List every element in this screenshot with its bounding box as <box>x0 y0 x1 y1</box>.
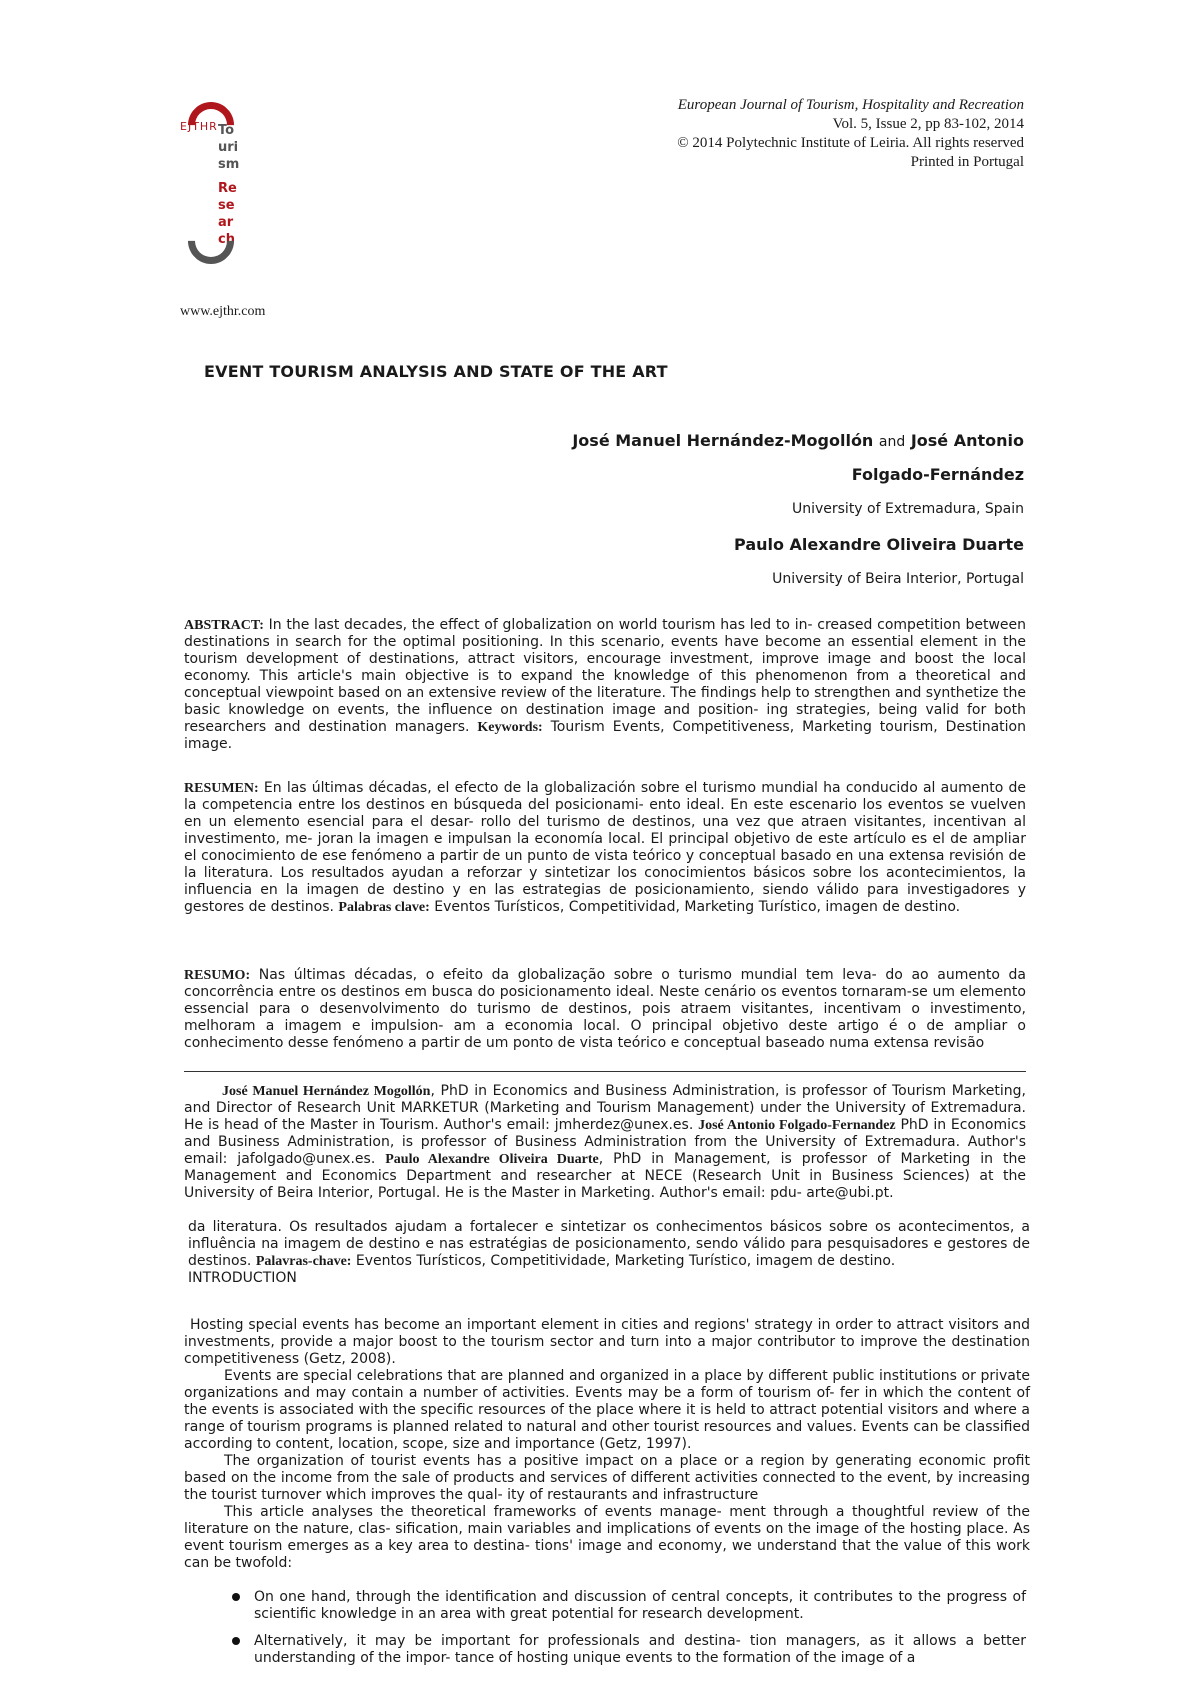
footnote-divider <box>184 1071 1026 1072</box>
author-and: and <box>878 434 906 450</box>
intro-paragraph-1: Hosting special events has become an important element in cities and regions' strategy in order to attract visitors and investments, provide a major boost to the tourism sector and turn into a major contributor to improve the destination competitiveness (Getz, 2008). <box>184 1317 1030 1367</box>
journal-header <box>677 96 1024 172</box>
footnote-text-1: , PhD in Economics and Business Administration, is professor of Tourism Marketing, and Director of Research Unit MARKETUR (Marketing and Tourism Management) under the University of Extremadura. He is head of the Master in Tourism. Author's email: jmherdez@unex.es. <box>184 1083 1026 1133</box>
intro-paragraph-2: Events are special celebrations that are planned and organized in a place by different public institutions or private organizations and may contain a number of activities. Events may be a form of tourism of- fer in which the content of the events is associated with the specific resources of the place where it is held to attract potential visitors and where a range of tourism programs is planned related to natural and other tourist resources and values. Events can be classified according to content, location, scope, size and importance (Getz, 1997). <box>184 1368 1030 1452</box>
journal-copyright: © 2014 Polytechnic Institute of Leiria. All rights reserved <box>677 135 1024 151</box>
introduction-body <box>184 1317 1030 1572</box>
list-item <box>232 1633 1026 1667</box>
footnote-author-2: José Antonio Folgado-Fernandez <box>698 1118 896 1133</box>
bullet-text: Alternatively, it may be important for professionals and destina- tion managers, as it allows a better understanding of the impor- tance of hosting unique events to the formation of the image of a <box>254 1633 1026 1666</box>
resumo-label: RESUMO: <box>184 968 251 983</box>
author-footnote <box>184 1083 1026 1202</box>
resumen-paragraph <box>184 780 1026 916</box>
article-title: EVENT TOURISM ANALYSIS AND STATE OF THE ART <box>204 362 668 381</box>
author-line-3: Paulo Alexandre Oliveira Duarte <box>734 535 1024 554</box>
footnote-author-3: Paulo Alexandre Oliveira Duarte <box>385 1152 599 1167</box>
website-link[interactable]: www.ejthr.com <box>180 304 266 319</box>
author-line-1 <box>572 431 1024 450</box>
resumo-keywords-label: Palavras-chave: <box>255 1254 352 1269</box>
abstract-label: ABSTRACT: <box>184 618 264 633</box>
resumen-keywords-label: Palabras clave: <box>338 900 430 915</box>
resumo-paragraph <box>184 967 1026 1052</box>
footnote-text-3: , PhD in Management, is professor of Marketing in the Management and Economics Department and researcher at NECE (Research Unit in Business Sciences) at the University of Beira Interior, Portugal. He is the Master in Marketing. Author's email: pdu- arte@ubi.pt. <box>184 1151 1027 1201</box>
abstract-keywords-label: Keywords: <box>477 720 543 735</box>
bullet-icon <box>232 1637 240 1645</box>
bullet-text: On one hand, through the identification and discussion of central concepts, it contributes to the progress of scientific knowledge in an area with great potential for research development. <box>254 1589 1026 1622</box>
logo-word-research: Re se ar ch <box>218 181 237 247</box>
author-name: José Antonio <box>910 431 1024 450</box>
logo-word-tourism: To uri sm <box>218 123 240 172</box>
journal-title: European Journal of Tourism, Hospitality and Recreation <box>677 97 1024 113</box>
resumo-text: Nas últimas décadas, o efeito da globalização sobre o turismo mundial tem leva- do ao aumento da concorrência entre os destinos em busca do posicionamento ideal. Neste cenário os eventos tornaram-se um elemento essencial para o desenvolvimento do turismo de destinos, pois atraem visitantes, incentivam o investimento, melhoram a imagem e impulsion- am a economia local. O principal objetivo deste artigo é o de ampliar o conhecimento desse fenómeno a partir de um ponto de vista teórico e conceptual baseado numa extensa revisão <box>184 967 1026 1051</box>
resumen-text: En las últimas décadas, el efecto de la globalización sobre el turismo mundial ha conducido al aumento de la competencia entre los destinos en búsqueda del posicionami- ento ideal. En este escenario los eventos se vuelven en un elemento esencial para el desar- rollo del turismo de destinos, una vez que atraen visitantes, incentivan al investimento, me- joran la imagen e impulsan la economía local. El principal objetivo de este artículo es el de ampliar el conocimiento de ese fenómeno a partir de un punto de vista teórico y conceptual basado en una extensa revisión de la literatura. Los resultados ayudan a reforzar y sintetizar los conocimientos básicos sobre los acontecimientos, la influencia en la imagen de destino y en las estrategias de posicionamiento, siendo válido para investigadores y gestores de destinos. <box>184 780 1026 915</box>
bullet-icon <box>232 1593 240 1601</box>
resumo-cont-text: da literatura. Os resultados ajudam a fortalecer e sintetizar os conhecimentos básicos sobre os acontecimentos, a influência na imagem de destino e nas estratégias de posicionamento, sendo válido para pesquisadores e gestores de destinos. <box>188 1219 1030 1269</box>
journal-logo <box>180 100 250 260</box>
author-affiliation-2: University of Beira Interior, Portugal <box>772 571 1024 587</box>
author-affiliation-1: University of Extremadura, Spain <box>791 501 1024 517</box>
intro-paragraph-4: This article analyses the theoretical frameworks of events manage- ment through a thoughtful review of the literature on the nature, clas- sification, main variables and implications of events on the image of the hosting place. As event tourism emerges as a key area to destina- tions' image and economy, we understand that the value of this work can be twofold: <box>184 1504 1030 1571</box>
logo-acronym: EJTHR <box>180 120 218 133</box>
journal-volume: Vol. 5, Issue 2, pp 83-102, 2014 <box>832 116 1024 132</box>
author-name: José Manuel Hernández-Mogollón <box>572 431 874 450</box>
resumo-continuation <box>188 1219 1030 1270</box>
introduction-heading: INTRODUCTION <box>188 1270 297 1286</box>
abstract-keywords: Tourism Events, Competitiveness, Marketing tourism, Destination image. <box>184 719 1026 752</box>
intro-bullet-list <box>232 1589 1026 1677</box>
list-item <box>232 1589 1026 1623</box>
abstract-paragraph <box>184 617 1026 753</box>
resumen-label: RESUMEN: <box>184 781 259 796</box>
intro-paragraph-3: The organization of tourist events has a positive impact on a place or a region by generating economic profit based on the income from the sale of products and services of different activities connected to the event, by increasing the tourist turnover which improves the qual- ity of restaurants and infrastructure <box>184 1453 1030 1503</box>
resumen-keywords: Eventos Turísticos, Competitividad, Marketing Turístico, imagen de destino. <box>429 899 961 915</box>
author-line-2: Folgado-Fernández <box>851 465 1024 484</box>
abstract-text: In the last decades, the effect of globalization on world tourism has led to in- creased competition between destinations in search for the optimal positioning. In this scenario, events have become an essential element in the tourism development of destinations, attract visitors, encourage investment, improve image and boost the local economy. This article's main objective is to expand the knowledge of this phenomenon from a theoretical and conceptual viewpoint based on an extensive review of the literature. The findings help to strengthen and synthetize the basic knowledge on events, the influence on destination image and position- ing strategies, being valid for both researchers and destination managers. <box>184 617 1026 735</box>
resumo-keywords: Eventos Turísticos, Competitividade, Marketing Turístico, imagem de destino. <box>351 1253 896 1269</box>
footnote-author-1: José Manuel Hernández Mogollón <box>222 1084 431 1099</box>
footnote-text-2: PhD in Economics and Business Administration, is professor of Business Administration from the University of Extremadura. Author's email: jafolgado@unex.es. <box>184 1117 1026 1167</box>
journal-printed: Printed in Portugal <box>910 154 1024 170</box>
